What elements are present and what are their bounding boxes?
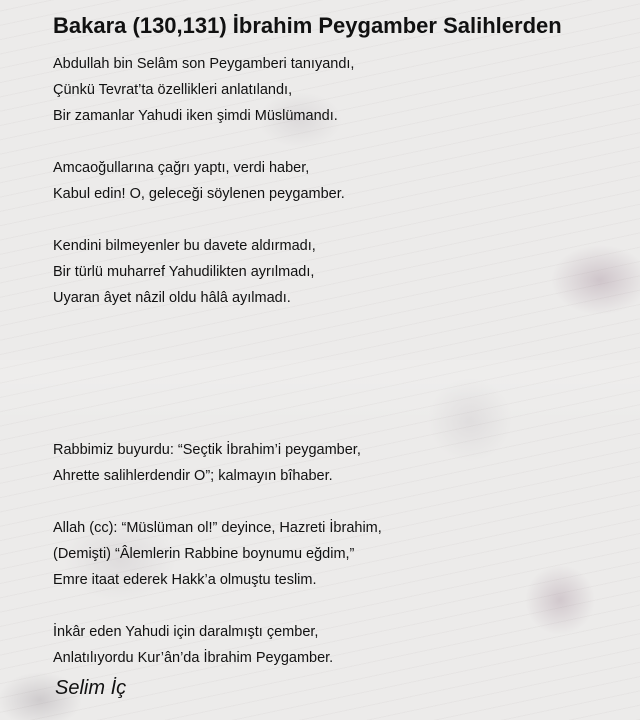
poem-line: Allah (cc): “Müslüman ol!” deyince, Hazreti İbrahim, (53, 520, 382, 536)
poem-line: Kabul edin! O, geleceği söylenen peygamber. (53, 186, 345, 202)
background-texture (0, 360, 640, 430)
poem-line: (Demişti) “Âlemlerin Rabbine boynumu eğdim,” (53, 546, 355, 562)
stanza-3 (53, 233, 316, 311)
poem-line: İnkâr eden Yahudi için daralmıştı çember, (53, 624, 319, 640)
stanza-4 (53, 437, 361, 489)
poem-line: Ahrette salihlerdendir O”; kalmayın bîhaber. (53, 468, 333, 484)
poem-line: Bir zamanlar Yahudi iken şimdi Müslümandı. (53, 108, 338, 124)
poem-line: Rabbimiz buyurdu: “Seçtik İbrahim’i peygamber, (53, 442, 361, 458)
stanza-1 (53, 51, 354, 129)
poem-line: Amcaoğullarına çağrı yaptı, verdi haber, (53, 160, 310, 176)
poem-line: Uyaran âyet nâzil oldu hâlâ ayılmadı. (53, 290, 291, 306)
stanza-5 (53, 515, 382, 593)
poem-line: Anlatılıyordu Kur’ân’da İbrahim Peygamber. (53, 650, 334, 666)
stanza-2 (53, 155, 345, 207)
poem-line: Emre itaat ederek Hakk’a olmuştu teslim. (53, 572, 317, 588)
author-signature: Selim İç (55, 677, 127, 699)
stanza-6 (53, 619, 333, 671)
poem-title: Bakara (130,131) İbrahim Peygamber Salihlerden (53, 13, 562, 38)
poem-line: Çünkü Tevrat’ta özellikleri anlatılandı, (53, 82, 293, 98)
poem-line: Abdullah bin Selâm son Peygamberi tanıyandı, (53, 56, 355, 72)
poem-line: Kendini bilmeyenler bu davete aldırmadı, (53, 238, 316, 254)
poem-line: Bir türlü muharref Yahudilikten ayrılmadı, (53, 264, 315, 280)
